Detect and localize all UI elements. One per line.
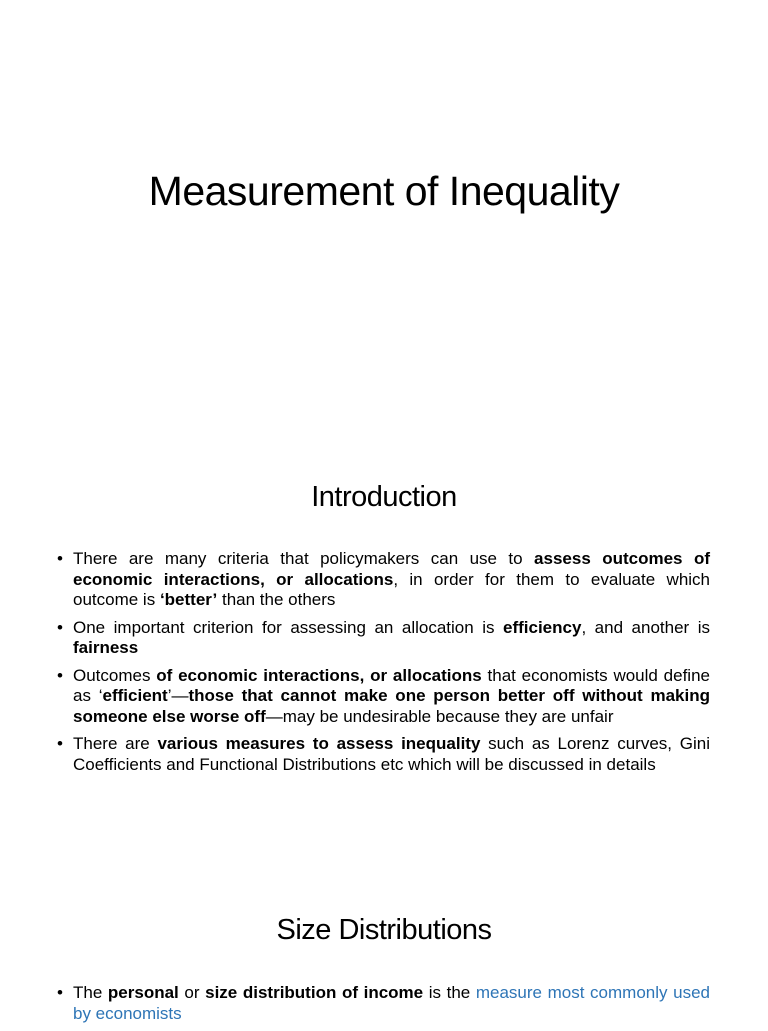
introduction-bullet-list — [56, 549, 710, 782]
bullet-text: The — [73, 983, 108, 1002]
bullet-bold-text: those that cannot make one person better off without making someone else worse off — [73, 686, 710, 726]
bullet-bold-text: efficient — [102, 686, 168, 705]
bullet-item-efficiency — [56, 618, 710, 659]
bullet-item-criteria — [56, 549, 710, 611]
bullet-text: There are — [73, 734, 158, 753]
bullet-item-personal-distribution — [56, 983, 710, 1024]
bullet-text: or — [178, 983, 206, 1002]
bullet-text: than the others — [217, 590, 336, 609]
bullet-bold-text: assess outcomes of economic interactions, or allocations — [73, 549, 710, 589]
highlighted-link-text[interactable]: measure most commonly used by economists — [73, 983, 710, 1023]
bullet-text: is the — [423, 983, 476, 1002]
bullet-bold-text: efficiency — [503, 617, 582, 637]
bullet-bold-text: ‘better’ — [159, 590, 218, 609]
bullet-text: There are many criteria that policymakers can use to — [73, 549, 535, 568]
bullet-text: , and another is — [581, 617, 710, 637]
bullet-text: , in order for them to evaluate which outcome is — [73, 569, 711, 609]
bullet-text: Outcomes — [73, 665, 157, 685]
slide-title-measurement-of-inequality: Measurement of Inequality — [148, 168, 620, 214]
bullet-text: that economists would define as ‘ — [73, 665, 710, 705]
bullet-item-outcomes — [56, 666, 710, 728]
bullet-text: One important criterion for assessing an allocation is — [73, 617, 503, 637]
bullet-bold-text: various measures to assess inequality — [157, 734, 481, 753]
bullet-bold-text: fairness — [73, 638, 139, 657]
bullet-text: —may be undesirable because they are unfair — [265, 706, 614, 726]
bullet-bold-text: size distribution of income — [205, 983, 424, 1002]
slide-title-introduction: Introduction — [311, 481, 457, 513]
bullet-bold-text: personal — [107, 983, 179, 1002]
bullet-bold-text: of economic interactions, or allocations — [156, 665, 482, 685]
bullet-text: ’— — [167, 686, 189, 705]
bullet-item-measures — [56, 734, 710, 775]
bullet-text: such as Lorenz curves, Gini Coefficients and Functional Distributions etc which will be discussed in details — [73, 734, 710, 774]
slide-title-size-distributions: Size Distributions — [276, 914, 492, 946]
